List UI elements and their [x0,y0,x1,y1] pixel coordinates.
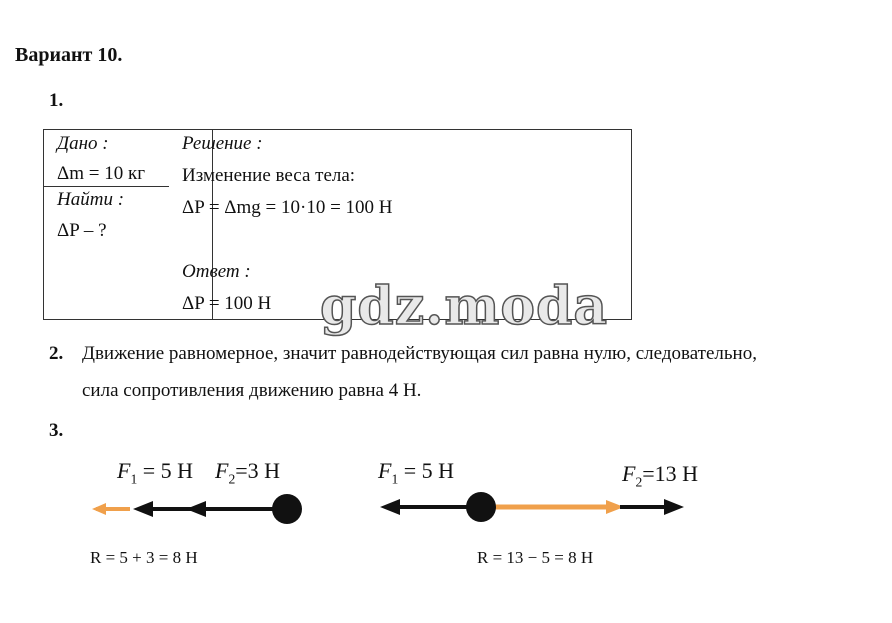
force-f2-label: $F_2=13$ Н [622,461,699,490]
force-f2-label: $F_2=3$ Н [215,458,281,487]
solution-header: Решение : [182,133,263,154]
resultant-equation: R = 5 + 3 = 8 Н [90,548,198,567]
task1-number: 1. [49,90,64,111]
diagram1-forces [92,494,302,524]
diagram2-forces [380,492,684,522]
force-f2-arrow-head [664,499,684,515]
find-header: Найти : [57,189,125,210]
solution-formula: ΔP = Δmg = 10·10 = 100 Н [182,197,393,218]
force-f1-label: $F_1 = 5$ Н [378,458,455,487]
task2-line1: Движение равномерное, значит равнодействующая сил равна нулю, следовательно, [82,343,757,364]
resultant-equation: R = 13 − 5 = 8 Н [477,548,594,567]
body-point [272,494,302,524]
answer-header: Ответ : [182,261,251,282]
force-f1-arrow-head [133,501,153,517]
find-value: ΔP – ? [57,220,107,241]
body-point [466,492,496,522]
given-value: Δm = 10 кг [57,163,145,184]
force-f1-label: $F_1 = 5$ Н [117,458,194,487]
solution-line: Изменение веса тела: [182,165,356,186]
task2-number: 2. [49,343,64,364]
resultant-arrow-head [92,503,106,515]
watermark: gdz.moda [320,276,609,337]
task3-number: 3. [49,420,64,441]
force-f2-arrow-head [186,501,206,517]
variant-title: Вариант 10. [15,44,123,66]
given-header: Дано : [57,133,109,154]
task2-line2: сила сопротивления движению равна 4 Н. [82,380,422,401]
answer-value: ΔP = 100 Н [182,293,272,314]
force-f1-arrow-head [380,499,400,515]
